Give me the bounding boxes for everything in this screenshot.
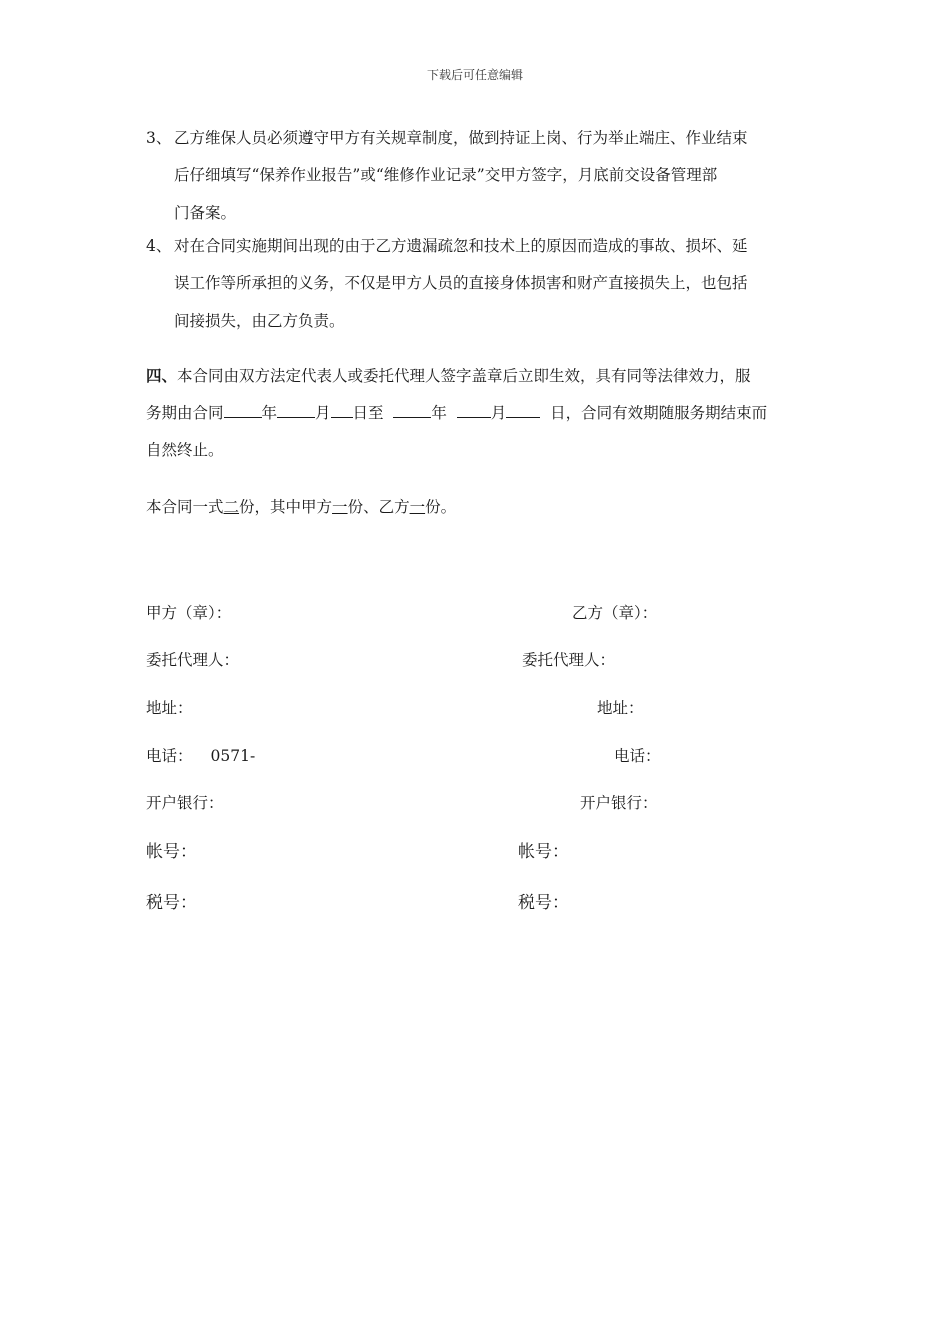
party-a-phone-value: 0571- [210, 747, 256, 765]
end-day-blank[interactable] [506, 403, 540, 418]
party-a-phone-label: 电话： [146, 747, 193, 765]
end-year-blank[interactable] [393, 403, 431, 418]
section-4-label: 四、 [146, 366, 178, 385]
party-b-account-label: 帐号： [518, 842, 569, 862]
item-3-line-3: 门备案。 [174, 204, 237, 222]
copies-text-d: 份。 [425, 498, 457, 516]
party-b-bank-label: 开户银行： [580, 794, 658, 812]
item-4-line-3: 间接损失，由乙方负责。 [174, 312, 345, 330]
end-month-blank[interactable] [457, 403, 491, 418]
party-a-tax-label: 税号： [146, 893, 197, 913]
item-4-number: 4、 [146, 237, 172, 255]
start-month-blank[interactable] [277, 403, 315, 418]
section-4-line-1 [146, 366, 751, 386]
item-3-line-2: 后仔细填写“保养作业报告”或“维修作业记录”交甲方签字，月底前交设备管理部 [174, 166, 718, 184]
item-3-line-1: 乙方维保人员必须遵守甲方有关规章制度，做到持证上岗、行为举止端庄、作业结束 [174, 129, 748, 147]
year-label-2: 年 [431, 404, 447, 422]
day-to-label: 日至 [352, 404, 384, 422]
party-a-phone [146, 746, 255, 766]
month-label-1: 月 [315, 404, 331, 422]
party-b-address-label: 地址： [597, 699, 644, 717]
section-4-line-2 [146, 403, 767, 423]
copies-text-c: 份、乙方 [347, 498, 410, 516]
copies-total: 二 [223, 498, 240, 516]
item-4-line-2: 误工作等所承担的义务，不仅是甲方人员的直接身体损害和财产直接损失上，也包括 [174, 274, 748, 292]
service-period-start: 务期由合同 [146, 404, 224, 422]
section-4-line-3: 自然终止。 [146, 441, 224, 459]
party-a-account-label: 帐号： [146, 842, 197, 862]
start-year-blank[interactable] [224, 403, 262, 418]
service-period-end: 日，合同有效期随服务期结束而 [550, 404, 768, 422]
copies-text-b: 份，其中甲方 [239, 498, 333, 516]
party-b-seal-label: 乙方（章）： [572, 604, 658, 622]
copies-party-b: 一 [409, 498, 426, 516]
start-day-blank[interactable] [331, 403, 353, 418]
party-b-agent-label: 委托代理人： [522, 651, 616, 669]
page-header: 下载后可任意编辑 [426, 68, 523, 82]
party-b-tax-label: 税号： [518, 893, 569, 913]
copies-sentence [146, 497, 456, 517]
item-3-number: 3、 [146, 129, 172, 147]
copies-party-a: 一 [332, 498, 348, 516]
party-a-seal-label: 甲方（章）： [146, 604, 232, 622]
month-label-2: 月 [490, 404, 507, 422]
section-4-text: 本合同由双方法定代表人或委托代理人签字盖章后立即生效，具有同等法律效力，服 [177, 367, 751, 385]
item-4-line-1: 对在合同实施期间出现的由于乙方遗漏疏忽和技术上的原因而造成的事故、损坏、延 [174, 237, 748, 255]
party-a-bank-label: 开户银行： [146, 794, 224, 812]
year-label-1: 年 [261, 404, 278, 422]
party-a-agent-label: 委托代理人： [146, 651, 240, 669]
party-a-address-label: 地址： [146, 699, 193, 717]
copies-text-a: 本合同一式 [146, 498, 224, 516]
party-b-phone-label: 电话： [614, 747, 661, 765]
